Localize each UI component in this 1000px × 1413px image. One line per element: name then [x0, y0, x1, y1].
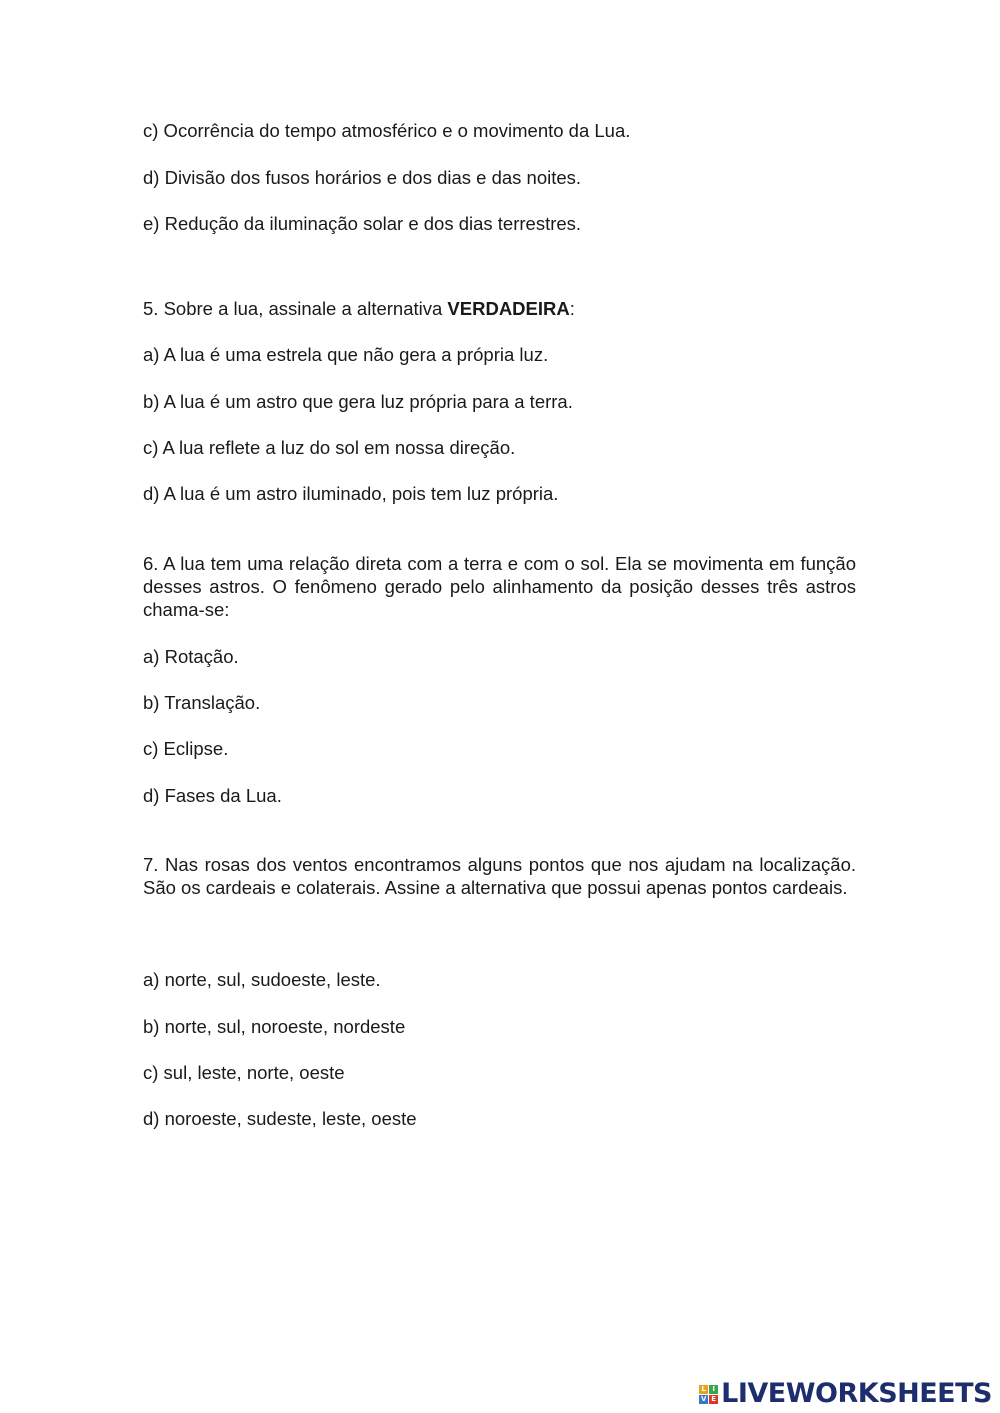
q7-option-a: a) norte, sul, sudoeste, leste.	[143, 969, 381, 990]
q5-option-d: d) A lua é um astro iluminado, pois tem luz própria.	[143, 483, 559, 504]
q5-option-a: a) A lua é uma estrela que não gera a própria luz.	[143, 344, 549, 365]
liveworksheets-logo	[699, 1379, 992, 1409]
q7-option-b: b) norte, sul, noroeste, nordeste	[143, 1016, 406, 1037]
q5-option-b: b) A lua é um astro que gera luz própria para a terra.	[143, 391, 573, 412]
q7-option-c: c) sul, leste, norte, oeste	[143, 1062, 345, 1083]
q6-option-d: d) Fases da Lua.	[143, 785, 282, 806]
q4-option-e: e) Redução da iluminação solar e dos dias terrestres.	[143, 213, 582, 234]
q5-prompt-colon: :	[569, 298, 575, 319]
q7-prompt: 7. Nas rosas dos ventos encontramos alguns pontos que nos ajudam na localização. São os cardeais e colaterais. Assine a alternativa que possui apenas pontos cardeais.	[143, 854, 856, 898]
logo-text: LIVEWORKSHEETS	[721, 1378, 992, 1409]
logo-mark-tile: L	[699, 1385, 708, 1394]
q6-option-b: b) Translação.	[143, 692, 261, 713]
logo-mark-icon	[699, 1385, 718, 1404]
logo-mark-tile: I	[709, 1385, 718, 1394]
q4-option-d: d) Divisão dos fusos horários e dos dias e das noites.	[143, 167, 582, 188]
q6-option-a: a) Rotação.	[143, 646, 239, 667]
q5-option-c: c) A lua reflete a luz do sol em nossa direção.	[143, 437, 516, 458]
logo-mark-tile: V	[700, 1394, 707, 1403]
q5-prompt-emphasis: VERDADEIRA	[447, 298, 570, 319]
q6-prompt: 6. A lua tem uma relação direta com a terra e com o sol. Ela se movimenta em função desses astros. O fenômeno gerado pelo alinhamento da posição desses três astros chama-se:	[143, 553, 856, 620]
q5-prompt	[143, 297, 575, 320]
logo-mark-tile: E	[709, 1395, 718, 1404]
q5-prompt-text: 5. Sobre a lua, assinale a alternativa	[143, 298, 448, 319]
q7-option-d: d) noroeste, sudeste, leste, oeste	[143, 1108, 417, 1129]
q4-option-c: c) Ocorrência do tempo atmosférico e o movimento da Lua.	[143, 120, 631, 141]
q6-option-c: c) Eclipse.	[143, 738, 229, 759]
